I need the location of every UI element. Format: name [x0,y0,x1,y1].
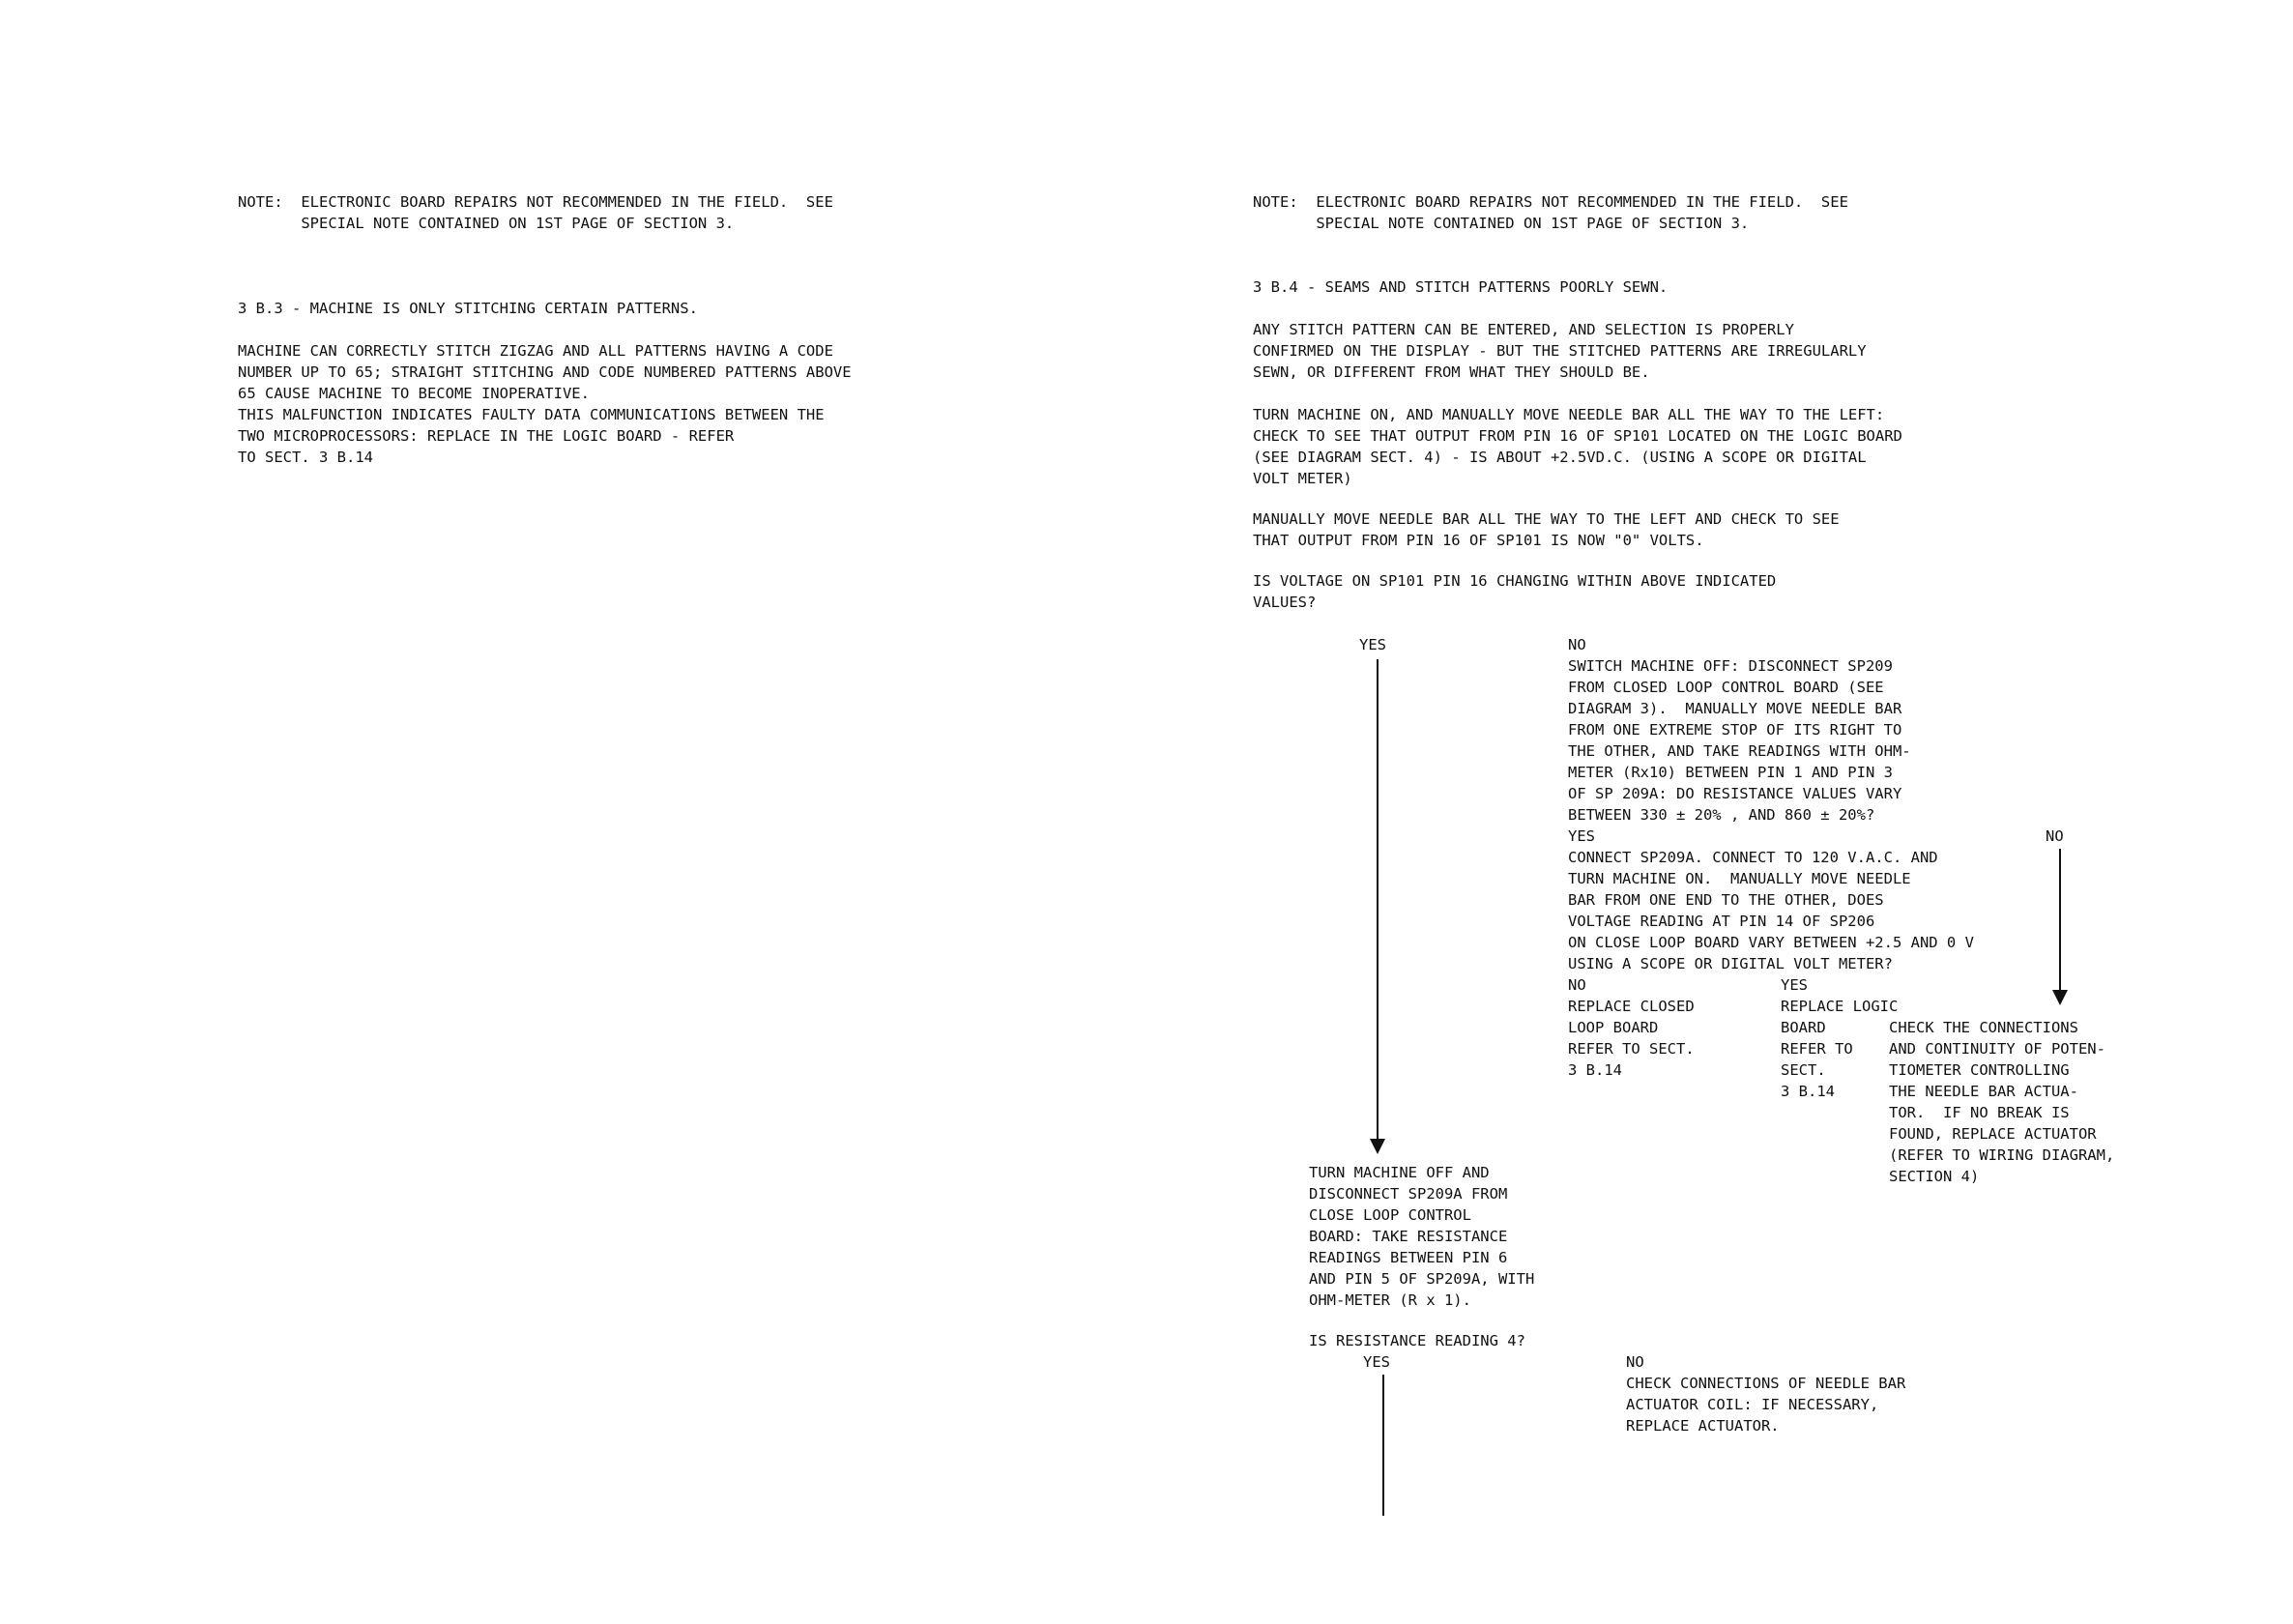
flow-replace-closed-loop: REPLACE CLOSED LOOP BOARD REFER TO SECT. 3 B.14 [1568,998,1695,1079]
resistance-no-line [2059,849,2061,990]
flow-r4-no-text: CHECK CONNECTIONS OF NEEDLE BAR ACTUATOR COIL: IF NECESSARY, REPLACE ACTUATOR. [1626,1375,1906,1435]
flow-r4-yes-label: YES [1363,1353,1390,1371]
flow-no-label: NO [1568,636,1586,653]
flow-check-connections: CHECK THE CONNECTIONS AND CONTINUITY OF POTEN- TIOMETER CONTROLLING THE NEEDLE BAR ACTUA- TOR. IF NO BREAK IS FOUND, REPLACE ACTUATOR (REFER TO WIRING DIAGRAM, SECTION 4) [1889,1019,2115,1185]
right-para-1: ANY STITCH PATTERN CAN BE ENTERED, AND SELECTION IS PROPERLY CONFIRMED ON THE DISPLAY - BUT THE STITCHED PATTERNS ARE IRREGULARLY SEWN, OR DIFFERENT FROM WHAT THEY SHOULD BE. [1253,321,1867,381]
yes-branch-line [1377,659,1379,1139]
flow-r4-no-label: NO [1626,1353,1644,1371]
flow-replace-logic: REPLACE LOGIC BOARD REFER TO SECT. 3 B.14 [1781,998,1899,1100]
flow-resistance4-question: IS RESISTANCE READING 4? [1309,1332,1525,1349]
left-note: NOTE: ELECTRONIC BOARD REPAIRS NOT RECOMMENDED IN THE FIELD. SEE SPECIAL NOTE CONTAINED ON 1ST PAGE OF SECTION 3. [238,193,833,232]
flow-voltage-yes-label: YES [1781,976,1808,994]
right-question: IS VOLTAGE ON SP101 PIN 16 CHANGING WITHIN ABOVE INDICATED VALUES? [1253,572,1777,611]
yes-branch-arrow [1370,1139,1385,1154]
flow-connect-text: CONNECT SP209A. CONNECT TO 120 V.A.C. AND TURN MACHINE ON. MANUALLY MOVE NEEDLE BAR FROM ONE END TO THE OTHER, DOES VOLTAGE READING AT PIN 14 OF SP206 ON CLOSE LOOP BOARD VARY BETWEEN +2.5 AND 0 V USING A SCOPE OR DIGITAL VOLT METER? [1568,849,1974,972]
resistance-no-arrow [2052,990,2068,1005]
right-para-2: TURN MACHINE ON, AND MANUALLY MOVE NEEDLE BAR ALL THE WAY TO THE LEFT: CHECK TO SEE THAT OUTPUT FROM PIN 16 OF SP101 LOCATED ON THE LOGIC BOARD (SEE DIAGRAM SECT. 4) - IS ABOUT +2.5VD.C. (USING A SCOPE OR DIGITAL VOLT METER) [1253,406,1902,487]
r4-yes-line [1382,1375,1384,1516]
flow-voltage-no-label: NO [1568,976,1586,994]
flow-resistance-no-label: NO [2046,827,2064,845]
flow-yes-branch-text: TURN MACHINE OFF AND DISCONNECT SP209A FROM CLOSE LOOP CONTROL BOARD: TAKE RESISTANCE READINGS BETWEEN PIN 6 AND PIN 5 OF SP209A, WITH OHM-METER (R x 1). [1309,1164,1535,1309]
left-section-heading: 3 B.3 - MACHINE IS ONLY STITCHING CERTAIN PATTERNS. [238,300,698,317]
left-body: MACHINE CAN CORRECTLY STITCH ZIGZAG AND ALL PATTERNS HAVING A CODE NUMBER UP TO 65; STRAIGHT STITCHING AND CODE NUMBERED PATTERNS ABOVE 65 CAUSE MACHINE TO BECOME INOPERATIVE. THIS MALFUNCTION INDICATES FAULTY DATA COMMUNICATIONS BETWEEN THE TWO MICROPROCESSORS: REPLACE IN THE LOGIC BOARD - REFER TO SECT. 3 B.14 [238,342,852,466]
flow-yes-label: YES [1359,636,1386,653]
right-note: NOTE: ELECTRONIC BOARD REPAIRS NOT RECOMMENDED IN THE FIELD. SEE SPECIAL NOTE CONTAINED ON 1ST PAGE OF SECTION 3. [1253,193,1848,232]
right-para-3: MANUALLY MOVE NEEDLE BAR ALL THE WAY TO THE LEFT AND CHECK TO SEE THAT OUTPUT FROM PIN 16 OF SP101 IS NOW "0" VOLTS. [1253,510,1840,549]
right-section-heading: 3 B.4 - SEAMS AND STITCH PATTERNS POORLY SEWN. [1253,278,1669,296]
flow-no-branch-text: SWITCH MACHINE OFF: DISCONNECT SP209 FROM CLOSED LOOP CONTROL BOARD (SEE DIAGRAM 3). MANUALLY MOVE NEEDLE BAR FROM ONE EXTREME STOP OF ITS RIGHT TO THE OTHER, AND TAKE READINGS WITH OHM- METER (Rx10) BETWEEN PIN 1 AND PIN 3 OF SP 209A: DO RESISTANCE VALUES VARY BETWEEN 330 ± 20% , AND 860 ± 20%? [1568,657,1911,824]
flow-resistance-yes-label: YES [1568,827,1595,845]
